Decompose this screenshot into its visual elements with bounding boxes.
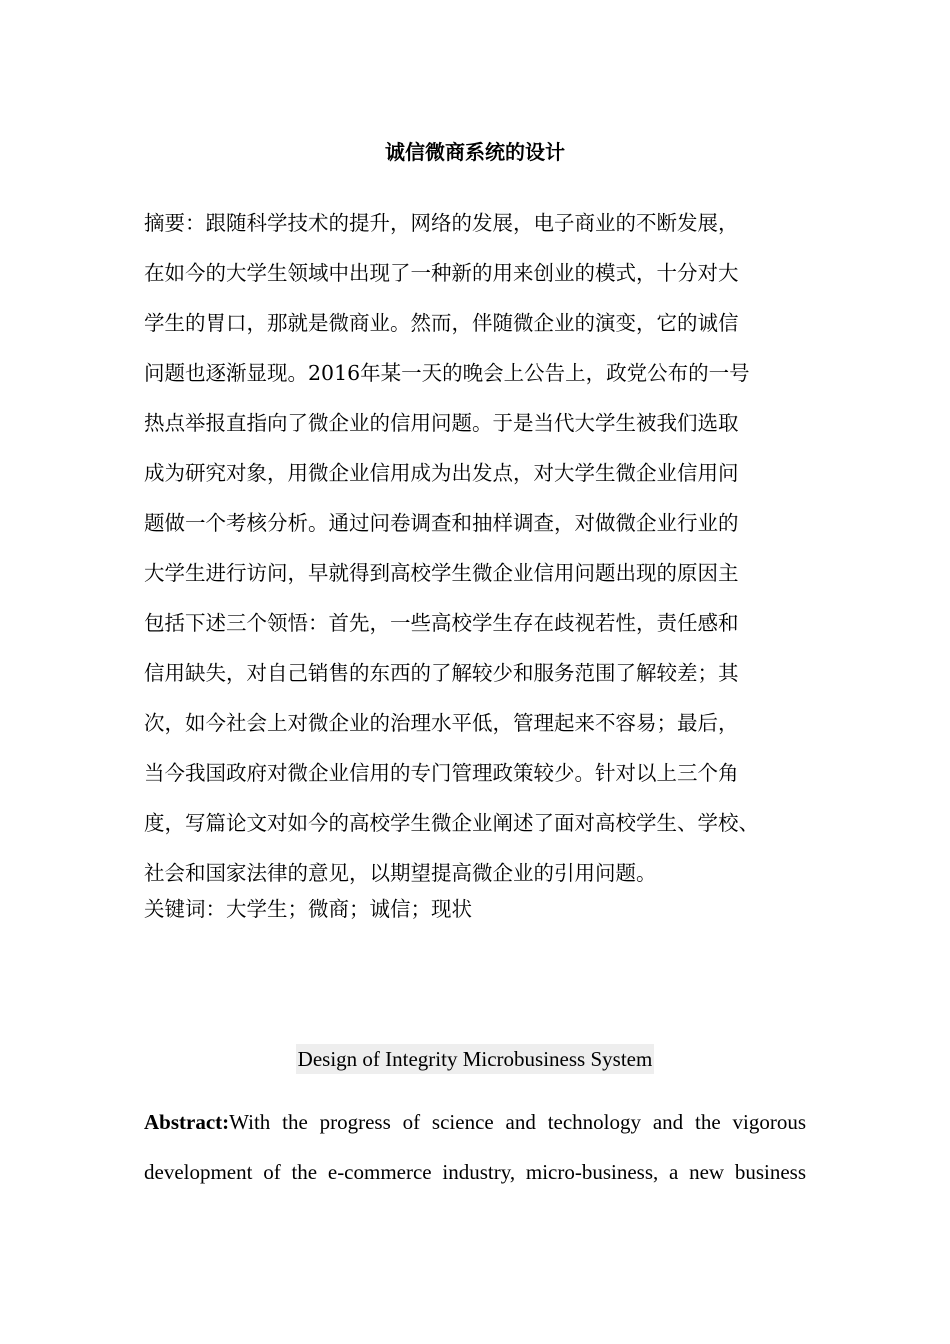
chinese-keywords-label: 关键词： [144,897,226,921]
abstract-line: 社会和国家法律的意见，以期望提高微企业的引用问题。 [144,861,657,885]
abstract-line: 度，写篇论文对如今的高校学生微企业阐述了面对高校学生、学校、 [144,811,759,835]
chinese-keywords [144,884,472,934]
abstract-line: 学生的胃口，那就是微商业。然而，伴随微企业的演变，它的诚信 [144,311,739,335]
abstract-line: 成为研究对象，用微企业信用成为出发点，对大学生微企业信用问 [144,461,739,485]
english-abstract [144,1097,806,1197]
abstract-line: 热点举报直指向了微企业的信用问题。于是当代大学生被我们选取 [144,411,739,435]
english-title-wrapper [0,1044,950,1074]
abstract-line: 问题也逐渐显现。2016年某一天的晚会上公告上，政党公布的一号 [144,361,750,385]
abstract-line: 大学生进行访问，早就得到高校学生微企业信用问题出现的原因主 [144,561,739,585]
chinese-abstract-label: 摘要： [144,211,206,235]
english-abstract-line [144,1097,806,1147]
english-abstract-line-text: With the progress of science and technology and the vigorous [229,1110,806,1134]
abstract-line [144,198,814,248]
abstract-line-text: 跟随科学技术的提升，网络的发展，电子商业的不断发展， [205,211,739,235]
abstract-line: 在如今的大学生领域中出现了一种新的用来创业的模式，十分对大 [144,261,739,285]
abstract-line: 包括下述三个领悟：首先，一些高校学生存在歧视若性，责任感和 [144,611,739,635]
abstract-line: 次，如今社会上对微企业的治理水平低，管理起来不容易；最后， [144,711,739,735]
chinese-keywords-text: 大学生；微商；诚信；现状 [226,897,472,921]
english-title: Design of Integrity Microbusiness System [296,1044,655,1074]
english-abstract-label: Abstract: [144,1110,230,1134]
abstract-line: 当今我国政府对微企业信用的专门管理政策较少。针对以上三个角 [144,761,739,785]
chinese-title: 诚信微商系统的设计 [385,140,565,164]
english-abstract-line: development of the e-commerce industry, micro-business, a new business [144,1160,806,1184]
abstract-line: 题做一个考核分析。通过问卷调查和抽样调查，对做微企业行业的 [144,511,739,535]
chinese-abstract [144,198,814,898]
abstract-line: 信用缺失，对自己销售的东西的了解较少和服务范围了解较差；其 [144,661,739,685]
